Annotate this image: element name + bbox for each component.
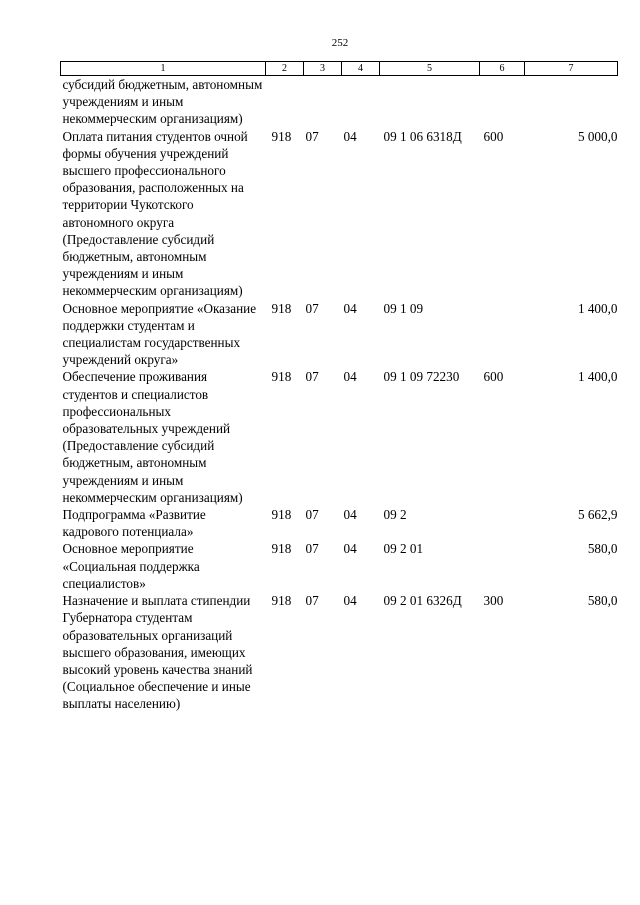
ministry-code: 918 xyxy=(271,507,292,523)
subsection-code: 04 xyxy=(343,593,357,609)
page-number: 252 xyxy=(331,37,349,49)
target-article-code: 09 2 01 6326Д xyxy=(383,593,462,609)
table-row xyxy=(61,368,618,506)
budget-table xyxy=(60,61,618,713)
table-row xyxy=(61,540,618,592)
amount: 5 000,0 xyxy=(577,128,618,144)
section-code: 07 xyxy=(305,128,319,144)
subsection-code: 04 xyxy=(343,300,357,316)
table-row xyxy=(61,300,618,369)
row-name: субсидий бюджетным, автономным учреждениям и иным некоммерческим организациям) xyxy=(62,77,263,127)
target-article-code: 09 2 01 xyxy=(383,541,424,557)
table-body xyxy=(61,76,618,713)
subsection-code xyxy=(342,76,380,128)
section-code xyxy=(304,76,342,128)
section-code: 07 xyxy=(305,369,319,385)
amount xyxy=(525,76,618,128)
amount: 1 400,0 xyxy=(577,369,618,385)
ministry-code: 918 xyxy=(271,128,292,144)
target-article-code: 09 1 09 72230 xyxy=(383,369,460,385)
header-cell: 1 xyxy=(61,62,266,76)
row-name: Основное мероприятие «Социальная поддержка специалистов» xyxy=(62,541,200,591)
section-code: 07 xyxy=(305,541,319,557)
header-cell: 5 xyxy=(380,62,480,76)
table-row xyxy=(61,128,618,300)
expense-type-code xyxy=(480,506,525,540)
header-cell: 4 xyxy=(342,62,380,76)
target-article-code: 09 1 06 6318Д xyxy=(383,128,462,144)
header-cell: 3 xyxy=(304,62,342,76)
subsection-code: 04 xyxy=(343,128,357,144)
section-code: 07 xyxy=(305,507,319,523)
ministry-code: 918 xyxy=(271,369,292,385)
row-name: Назначение и выплата стипендии Губернатора студентам образовательных организаций высшего образования, имеющих высокий уровень качества знаний (Социальное обеспечение и иные выплаты населению) xyxy=(62,593,253,712)
expense-type-code: 600 xyxy=(483,369,504,385)
expense-type-code: 600 xyxy=(483,128,504,144)
row-name: Обеспечение проживания студентов и специалистов профессиональных образовательных учреждений (Предоставление субсидий бюджетным, автономным учреждениям и иным некоммерческим организациям) xyxy=(62,369,243,505)
expense-type-code xyxy=(480,300,525,369)
target-article-code xyxy=(380,76,480,128)
subsection-code: 04 xyxy=(343,541,357,557)
target-article-code: 09 1 09 xyxy=(383,300,424,316)
table-row xyxy=(61,76,618,128)
target-article-code: 09 2 xyxy=(383,507,407,523)
header-cell: 6 xyxy=(480,62,525,76)
header-row xyxy=(61,62,618,76)
subsection-code: 04 xyxy=(343,507,357,523)
header-cell: 2 xyxy=(266,62,304,76)
ministry-code: 918 xyxy=(271,300,292,316)
amount: 5 662,9 xyxy=(577,507,618,523)
table-header xyxy=(61,62,618,76)
ministry-code xyxy=(266,76,304,128)
row-name: Подпрограмма «Развитие кадрового потенциала» xyxy=(62,507,206,540)
section-code: 07 xyxy=(305,300,319,316)
ministry-code: 918 xyxy=(271,541,292,557)
row-name: Основное мероприятие «Оказание поддержки студентам и специалистам государственных учреждений округа» xyxy=(62,300,257,368)
expense-type-code xyxy=(480,540,525,592)
subsection-code: 04 xyxy=(343,369,357,385)
expense-type-code: 300 xyxy=(483,593,504,609)
row-name: Оплата питания студентов очной формы обучения учреждений высшего профессионального образования, расположенных на территории Чукотского автономного округа (Предоставление субсидий бюджетным, автономным учреждениям и иным некоммерческим организациям) xyxy=(62,128,248,299)
ministry-code: 918 xyxy=(271,593,292,609)
table-row xyxy=(61,592,618,712)
amount: 580,0 xyxy=(587,593,618,609)
expense-type-code xyxy=(480,76,525,128)
amount: 1 400,0 xyxy=(577,300,618,316)
table-row xyxy=(61,506,618,540)
section-code: 07 xyxy=(305,593,319,609)
header-cell: 7 xyxy=(525,62,618,76)
amount: 580,0 xyxy=(587,541,618,557)
